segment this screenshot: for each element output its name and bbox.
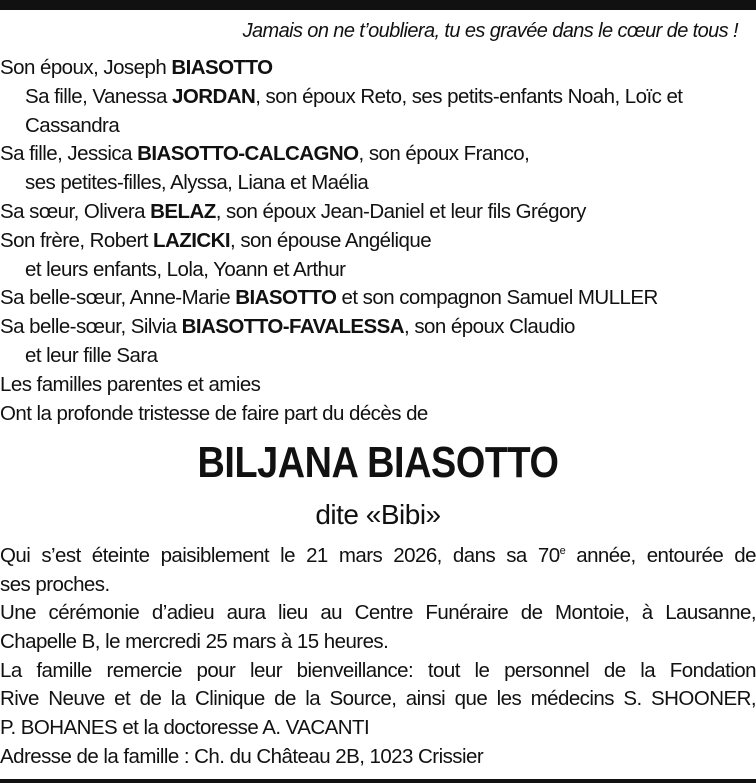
- family-line: [0, 342, 756, 371]
- surname: BIASOTTO-CALCAGNO: [137, 142, 359, 166]
- family-line: [0, 256, 756, 285]
- family-list: [0, 54, 756, 428]
- body-line: Une cérémonie d’adieu aura lieu au Centre Funéraire de Montoie, à Lausanne,: [0, 601, 756, 625]
- surname: BIASOTTO: [235, 286, 337, 310]
- deceased-name: BILJANA BIASOTTO: [197, 438, 559, 487]
- ordinal-suffix: e: [559, 545, 566, 557]
- family-text: , son époux Jean-Daniel et leur fils Grégory: [215, 199, 586, 223]
- family-text: Sa fille, Jessica: [0, 142, 138, 166]
- family-text: Sa sœur, Olivera: [0, 199, 151, 223]
- family-text: Son époux, Joseph: [0, 56, 172, 79]
- family-text: Ont la profonde tristesse de faire part du décès de: [0, 401, 428, 425]
- surname: BIASOTTO-FAVALESSA: [181, 315, 405, 339]
- surname: BIASOTTO: [171, 56, 273, 79]
- family-text: et leur fille Sara: [25, 343, 158, 367]
- surname: BELAZ: [150, 199, 216, 223]
- surname: JORDAN: [171, 84, 256, 108]
- family-line: [0, 400, 756, 429]
- body-line: Chapelle B, le mercredi 25 mars à 15 heures.: [0, 630, 389, 654]
- family-text: et leurs enfants, Lola, Yoann et Arthur: [25, 257, 346, 281]
- family-line: [0, 83, 756, 112]
- family-text: , son époux Franco,: [358, 142, 530, 166]
- family-line: [0, 112, 756, 141]
- family-line: [0, 227, 756, 256]
- family-address: Adresse de la famille : Ch. du Château 2B, 1023 Crissier: [0, 744, 484, 768]
- family-line: [0, 169, 756, 198]
- family-text: Son frère, Robert: [0, 228, 154, 252]
- family-text: ses petites-filles, Alyssa, Liana et Maélia: [25, 171, 369, 195]
- family-line: [0, 284, 756, 313]
- family-text: Sa belle-sœur, Silvia: [0, 315, 182, 339]
- family-line: [0, 140, 756, 169]
- bottom-rule: [0, 779, 756, 783]
- body-line: Qui s’est éteinte paisiblement le 21 mars 2026, dans sa 70e année, entourée de: [0, 544, 756, 567]
- family-text: , son épouse Angélique: [230, 228, 432, 252]
- deceased-nickname: dite «Bibi»: [315, 499, 441, 530]
- surname: LAZICKI: [153, 228, 231, 252]
- family-line: [0, 313, 756, 342]
- family-text: et son compagnon Samuel MULLER: [336, 286, 658, 310]
- family-text: Cassandra: [25, 113, 120, 137]
- body-line: Rive Neuve et de la Clinique de la Source, ainsi que les médecins S. SHOONER,: [0, 687, 756, 711]
- body-line: La famille remercie pour leur bienveillance: tout le personnel de la Fondation: [0, 658, 756, 682]
- top-rule: [0, 0, 756, 10]
- memorial-quote: Jamais on ne t’oubliera, tu es gravée dans le cœur de tous !: [242, 20, 738, 42]
- family-text: , son époux Reto, ses petits-enfants Noah, Loïc et: [255, 84, 683, 108]
- body-line: P. BOHANES et la doctoresse A. VACANTI: [0, 716, 370, 740]
- family-text: , son époux Claudio: [404, 315, 575, 339]
- body-line: ses proches.: [0, 572, 110, 596]
- family-line: [0, 371, 756, 400]
- family-text: Sa belle-sœur, Anne-Marie: [0, 286, 236, 310]
- family-line: [0, 54, 756, 83]
- announcement-body: [0, 542, 756, 772]
- family-text: Les familles parentes et amies: [0, 372, 261, 396]
- family-text: Sa fille, Vanessa: [25, 84, 172, 108]
- family-line: [0, 198, 756, 227]
